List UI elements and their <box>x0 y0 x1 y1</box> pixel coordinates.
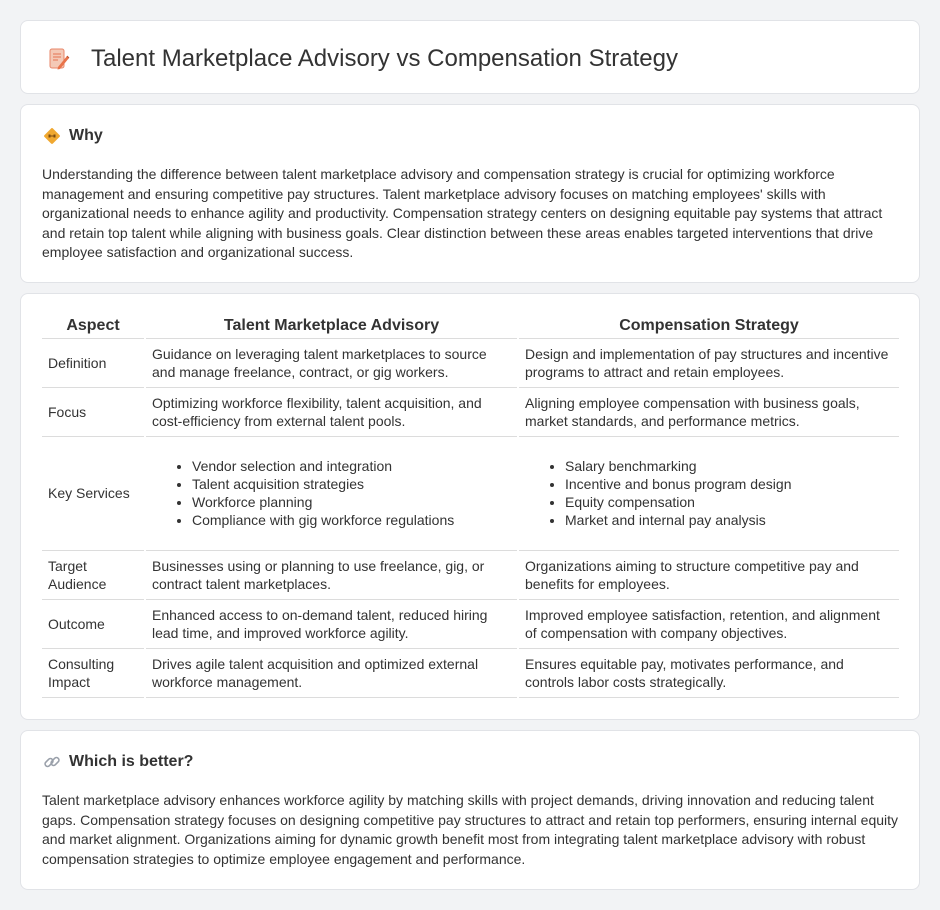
page-title: Talent Marketplace Advisory vs Compensation Strategy <box>91 45 678 72</box>
which-is-better-card <box>20 730 920 890</box>
list-item: • Compliance with gig workforce regulations <box>192 511 511 529</box>
diamond-sign-icon <box>43 127 61 145</box>
why-heading: Why <box>69 127 103 144</box>
table-row <box>42 387 899 436</box>
list-item: • Workforce planning <box>192 493 511 511</box>
why-paragraph: Understanding the difference between talent marketplace advisory and compensation strategy is crucial for optimizing workforce management and ensuring competitive pay structures. Talent marketplace advisory focuses on matching employees' skills with organizational needs to enhance agility and productivity. Compensation strategy centers on designing equitable pay systems that attract and retain top talent while aligning with business goals. Clear distinction between these areas enables targeted interventions that drive employee satisfaction and organizational success. <box>42 166 883 260</box>
row-tma-cell <box>145 436 518 550</box>
table-row <box>42 436 899 550</box>
title-card <box>20 20 920 94</box>
tma-services-list <box>152 457 511 529</box>
table-row <box>42 599 899 648</box>
row-cs-cell: Aligning employee compensation with business goals, market standards, and performance metrics. <box>518 387 899 436</box>
table-row <box>42 648 899 697</box>
list-item: • Equity compensation <box>565 493 893 511</box>
list-item: • Vendor selection and integration <box>192 457 511 475</box>
why-card <box>20 104 920 283</box>
why-header <box>43 127 103 145</box>
header-aspect: Aspect <box>42 316 145 338</box>
better-header <box>43 753 193 771</box>
header-talent-marketplace-advisory: Talent Marketplace Advisory <box>145 316 518 338</box>
row-tma-cell: Guidance on leveraging talent marketplaces to source and manage freelance, contract, or gig workers. <box>145 338 518 387</box>
comparison-card <box>20 293 920 720</box>
row-aspect: Key Services <box>42 436 145 550</box>
row-cs-cell: Organizations aiming to structure competitive pay and benefits for employees. <box>518 550 899 599</box>
header-compensation-strategy: Compensation Strategy <box>518 316 899 338</box>
better-heading: Which is better? <box>69 753 194 770</box>
row-aspect: Definition <box>42 338 145 387</box>
row-cs-cell <box>518 436 899 550</box>
row-aspect: Consulting Impact <box>42 648 145 697</box>
list-item: • Salary benchmarking <box>565 457 893 475</box>
title-row <box>47 45 678 73</box>
row-cs-cell: Improved employee satisfaction, retention, and alignment of compensation with company objectives. <box>518 599 899 648</box>
link-icon <box>43 753 61 771</box>
row-tma-cell: Enhanced access to on-demand talent, reduced hiring lead time, and improved workforce agility. <box>145 599 518 648</box>
table-header-row <box>42 316 899 338</box>
table-row <box>42 338 899 387</box>
row-aspect: Outcome <box>42 599 145 648</box>
row-aspect: Focus <box>42 387 145 436</box>
comparison-table <box>42 316 899 698</box>
row-tma-cell: Drives agile talent acquisition and optimized external workforce management. <box>145 648 518 697</box>
row-cs-cell: Design and implementation of pay structures and incentive programs to attract and retain employees. <box>518 338 899 387</box>
row-cs-cell: Ensures equitable pay, motivates performance, and controls labor costs strategically. <box>518 648 899 697</box>
row-aspect: Target Audience <box>42 550 145 599</box>
row-tma-cell: Businesses using or planning to use freelance, gig, or contract talent marketplaces. <box>145 550 518 599</box>
list-item: • Market and internal pay analysis <box>565 511 893 529</box>
table-row <box>42 550 899 599</box>
list-item: • Incentive and bonus program design <box>565 475 893 493</box>
document-pencil-icon <box>47 47 71 71</box>
cs-services-list <box>525 457 893 529</box>
better-paragraph: Talent marketplace advisory enhances workforce agility by matching skills with project demands, driving innovation and reducing talent gaps. Compensation strategy focuses on designing competitive pay structures to attract and retain top performers, ensuring internal equity and market alignment. Organizations aiming for dynamic growth benefit most from integrating talent marketplace advisory with robust compensation strategies to optimize employee engagement and performance. <box>42 792 899 867</box>
list-item: • Talent acquisition strategies <box>192 475 511 493</box>
row-tma-cell: Optimizing workforce flexibility, talent acquisition, and cost-efficiency from external talent pools. <box>145 387 518 436</box>
